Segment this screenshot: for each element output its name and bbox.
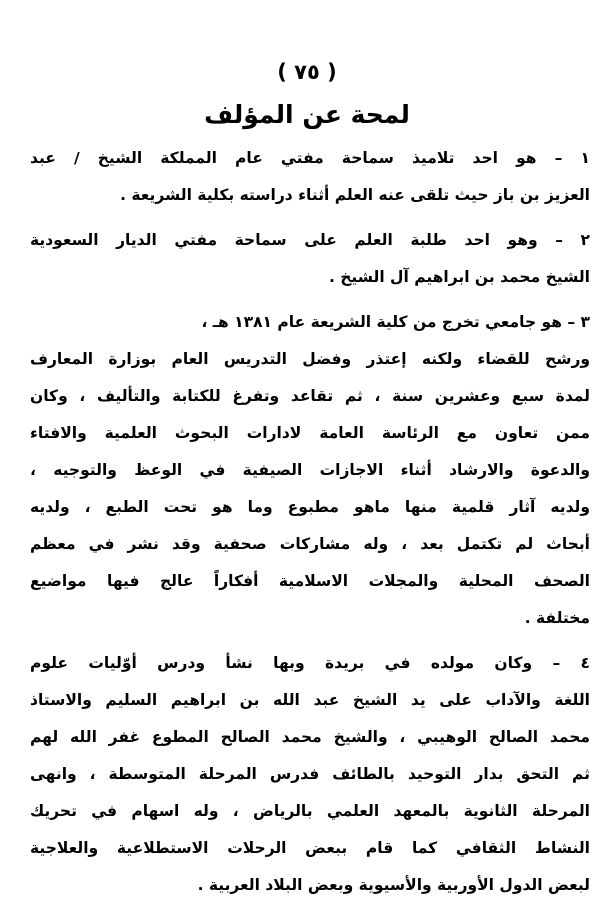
text-line: ٣ – هو جامعي تخرج من كلية الشريعة عام ١٣٨١ هـ ، — [201, 313, 590, 331]
text-line: محمد الصالح الوهيبي ، والشيخ محمد الصالح المطوع غفر الله لهم — [30, 728, 590, 746]
text-line: ولديه آثار قلمية منها ماهو مطبوع وما هو تحت الطبع ، ولديه — [30, 498, 590, 516]
paragraph-3 — [30, 304, 590, 637]
page-title: لمحة عن المؤلف — [204, 100, 410, 129]
text-line: اللغة والآداب على يد الشيخ عبد الله بن ابراهيم السليم والاستاذ — [30, 691, 590, 709]
text-line: النشاط الثقافي كما قام ببعض الرحلات الاستطلاعية والعلاجية — [30, 839, 590, 857]
text-line: ممن تعاون مع الرئاسة العامة لادارات البحوث العلمية والافتاء — [30, 424, 590, 442]
text-line: لمدة سبع وعشرين سنة ، ثم تقاعد وتفرغ للكتابة والتأليف ، وكان — [30, 387, 590, 405]
paragraph-1 — [30, 140, 590, 214]
text-line: أبحاث لم تكتمل بعد ، وله مشاركات صحفية وقد نشر في معظم — [30, 535, 590, 553]
page-number: ( ٧٥ ) — [277, 60, 337, 84]
text-line: ١ – هو احد تلاميذ سماحة مفتي عام المملكة الشيخ / عبد — [30, 149, 590, 167]
body-text — [30, 140, 590, 904]
text-line: الشيخ محمد بن ابراهيم آل الشيخ . — [328, 268, 590, 286]
text-line: العزيز بن باز حيث تلقى عنه العلم أثناء دراسته بكلية الشريعة . — [120, 186, 590, 204]
paragraph-2 — [30, 222, 590, 296]
text-line: مختلفة . — [524, 609, 590, 627]
text-line: والدعوة والارشاد أثناء الاجازات الصيفية في الوعظ والتوجيه ، — [30, 461, 590, 479]
text-line: لبعض الدول الأوربية والأسيوية وبعض البلاد العربية . — [197, 876, 590, 894]
text-line: المرحلة الثانوية بالمعهد العلمي بالرياض ، وله اسهام في تحريك — [30, 802, 590, 820]
text-line: ورشح للقضاء ولكنه إعتذر وفضل التدريس العام بوزارة المعارف — [30, 350, 590, 368]
text-line: الصحف المحلية والمجلات الاسلامية أفكاراً عالج فيها مواضيع — [30, 572, 590, 590]
text-line: ثم التحق بدار التوحيد بالطائف فدرس المرحلة المتوسطة ، وانهى — [30, 765, 590, 783]
paragraph-4 — [30, 645, 590, 904]
text-line: ٤ – وكان مولده في بريدة وبها نشأ ودرس أوّليات علوم — [30, 654, 590, 672]
text-line: ٢ – وهو احد طلبة العلم على سماحة مفتي الديار السعودية — [30, 231, 590, 249]
